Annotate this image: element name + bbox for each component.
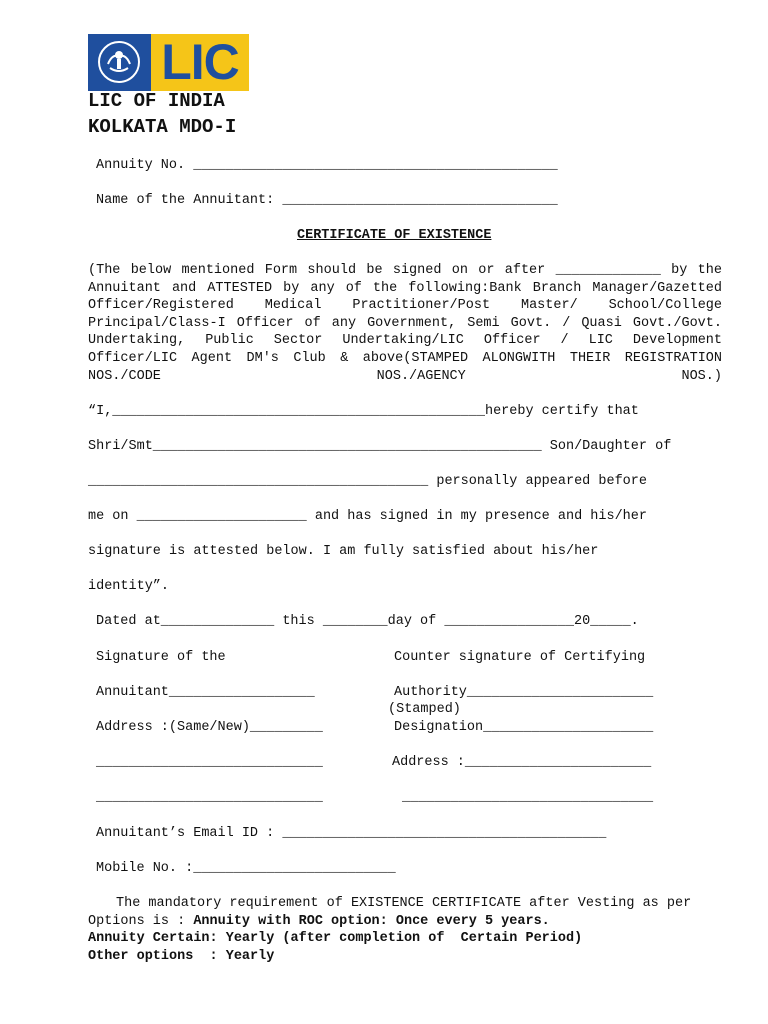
stamped-label: (Stamped) — [388, 702, 461, 717]
authority-address-field[interactable]: Address :_______________________ — [392, 755, 652, 770]
signature-label: Signature of the — [96, 650, 226, 665]
instructions-paragraph: (The below mentioned Form should be signed on or after _____________ by the Annuitant and ATTESTED by any of the following:Bank Branch Manager/Gazetted Officer/Registered Medical Practitioner/Post Master/ School/College Principal/Class-I Officer of any Government, Semi Govt. / Quasi Govt./Govt. Undertaking, Public Sector Undertaking/LIC Officer / LIC Development Officer/LIC Agent DM's Club & above(STAMPED ALONGWITH THEIR REGISTRATION NOS./CODE NOS./AGENCY NOS.) — [88, 263, 722, 384]
note-intro: The mandatory requirement of EXISTENCE CERTIFICATE after Vesting as per Options is : — [88, 896, 692, 929]
certify-line-2[interactable]: Shri/Smt________________________________________________ Son/Daughter of — [88, 439, 672, 454]
designation-field[interactable]: Designation_____________________ — [394, 720, 654, 735]
counter-signature-label: Counter signature of Certifying — [394, 650, 646, 665]
authority-signature-field[interactable]: Authority_______________________ — [394, 685, 654, 700]
lic-logo-text: LIC — [151, 34, 249, 91]
certify-line-6: identity”. — [88, 579, 170, 594]
annuitant-address-line-3[interactable]: ____________________________ — [96, 790, 323, 805]
lic-logo — [88, 34, 249, 91]
dated-field[interactable]: Dated at______________ this ________day of ________________20_____. — [96, 614, 639, 629]
annuitant-name-field[interactable]: Name of the Annuitant: __________________________________ — [96, 193, 558, 208]
annuity-no-field[interactable]: Annuity No. _____________________________________________ — [96, 158, 558, 173]
annuitant-signature-field[interactable]: Annuitant__________________ — [96, 685, 315, 700]
annuitant-address-field[interactable]: Address :(Same/New)_________ — [96, 720, 323, 735]
certify-line-5: signature is attested below. I am fully satisfied about his/her — [88, 544, 599, 559]
annuitant-address-line-2[interactable]: ____________________________ — [96, 755, 323, 770]
mandatory-note — [88, 895, 722, 930]
note-roc: Annuity with ROC option: Once every 5 years. — [193, 913, 550, 929]
note-annuity-certain: Annuity Certain: Yearly (after completion of Certain Period) — [88, 931, 583, 946]
org-name: LIC OF INDIA — [88, 90, 225, 112]
authority-address-line-2[interactable]: _______________________________ — [402, 790, 654, 805]
office-name: KOLKATA MDO-I — [88, 116, 237, 138]
lic-emblem-icon — [88, 34, 151, 91]
note-other-options: Other options : Yearly — [88, 949, 275, 964]
certify-line-1[interactable]: “I,______________________________________________hereby certify that — [88, 404, 639, 419]
certify-line-4[interactable]: me on _____________________ and has signed in my presence and his/her — [88, 509, 647, 524]
email-field[interactable]: Annuitant’s Email ID : ________________________________________ — [96, 826, 607, 841]
mobile-field[interactable]: Mobile No. :_________________________ — [96, 861, 396, 876]
certify-line-3[interactable]: __________________________________________ personally appeared before — [88, 474, 647, 489]
page-title: CERTIFICATE OF EXISTENCE — [297, 228, 492, 243]
